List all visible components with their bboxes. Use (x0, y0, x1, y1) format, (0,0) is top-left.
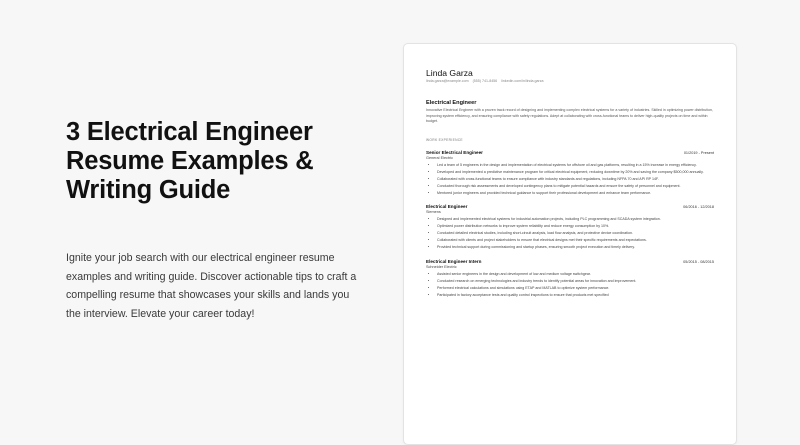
title-line-1: 3 Electrical Engineer (66, 118, 313, 146)
job-entry (426, 204, 714, 251)
job-bullets (426, 163, 714, 197)
section-heading-work-experience: WORK EXPERIENCE (426, 137, 463, 142)
resume-contact (426, 79, 714, 84)
job-role: Electrical Engineer (426, 204, 468, 210)
title-line-2: Resume Examples & (66, 147, 314, 175)
bullet-item: • Collaborated with clients and project stakeholders to ensure that electrical designs met their specific requirements and expectations. (437, 238, 714, 244)
contact-phone: (555) 741-8456 (472, 79, 498, 83)
bullet-item: • Developed and implemented a predictive maintenance program for critical electrical equipment, reducing downtime by 20% and saving the company $500,000 annually. (437, 170, 714, 176)
job-company: Siemens (426, 210, 441, 215)
job-role: Senior Electrical Engineer (426, 149, 483, 155)
bullet-item: • Conducted thorough risk assessments and developed contingency plans to mitigate potential hazards and ensure the safety of personnel and equipment. (437, 184, 714, 190)
bullet-item: • Conducted detailed electrical studies, including short-circuit analysis, load flow analysis, and protective device coordination. (437, 231, 714, 237)
job-dates: 01/2019 - Present (683, 150, 714, 155)
job-entry (426, 259, 714, 299)
job-bullets (426, 272, 714, 299)
job-company: General Electric (426, 155, 454, 160)
job-company: Schneider Electric (426, 264, 457, 269)
bullet-item: • Mentored junior engineers and provided technical guidance to support their professional development and enhance team performance. (437, 191, 714, 197)
resume-name: Linda Garza (426, 68, 473, 78)
title-line-3: Writing Guide (66, 176, 231, 204)
bullet-item: • Led a team of 5 engineers in the design and implementation of electrical systems for offshore oil and gas platforms, resulting in a 15% increase in energy efficiency. (437, 163, 714, 169)
contact-linkedin: linkedin.com/in/linda.garza (501, 79, 544, 83)
bullet-item: • Assisted senior engineers in the design and development of low and medium voltage switchgear. (437, 272, 714, 278)
bullet-item: • Optimized power distribution networks to improve system reliability and reduce energy consumption by 10%. (437, 224, 714, 230)
bullet-item: • Conducted research on emerging technologies and industry trends to identify potential areas for innovation and improvement. (437, 279, 714, 285)
bullet-item: • Performed electrical calculations and simulations using ETAP and MATLAB to optimize system performance. (437, 286, 714, 292)
resume-summary: Innovative Electrical Engineer with a proven track record of designing and implementing complex electrical systems for a variety of industries. Skilled in optimizing power distribution, improving system efficiency, and ensuring compliance with safety regulations. Adept at collaborating with cross-functional teams to deliver high-quality projects on time and within budget. (426, 108, 714, 124)
resume-preview (403, 43, 737, 445)
job-entry (426, 150, 714, 197)
job-dates: 06/2016 - 12/2018 (683, 205, 714, 210)
hero-description: Ignite your job search with our electrical engineer resume examples and writing guide. Discover actionable tips to craft a compelling resume that showcases your skills and lands you the interview. Elevate your career today! (66, 252, 357, 320)
page-title (66, 118, 366, 205)
job-dates: 05/2015 - 08/2015 (683, 259, 714, 264)
contact-email: linda.garza@example.com (426, 79, 469, 83)
job-role: Electrical Engineer Intern (426, 258, 482, 264)
bullet-item: • Collaborated with cross-functional teams to ensure compliance with industry standards and regulations, including NFPA 70 and API RP 14F. (437, 177, 714, 183)
job-bullets (426, 217, 714, 251)
bullet-item: • Designed and implemented electrical systems for industrial automation projects, including PLC programming and SCADA system integration. (437, 217, 714, 223)
hero-section (66, 118, 366, 323)
bullet-item: • Provided technical support during commissioning and startup phases, ensuring smooth project execution and timely delivery. (437, 245, 714, 251)
resume-job-title: Electrical Engineer (426, 100, 477, 106)
bullet-item: • Participated in factory acceptance tests and quality control inspections to ensure that products met specified (437, 293, 714, 299)
